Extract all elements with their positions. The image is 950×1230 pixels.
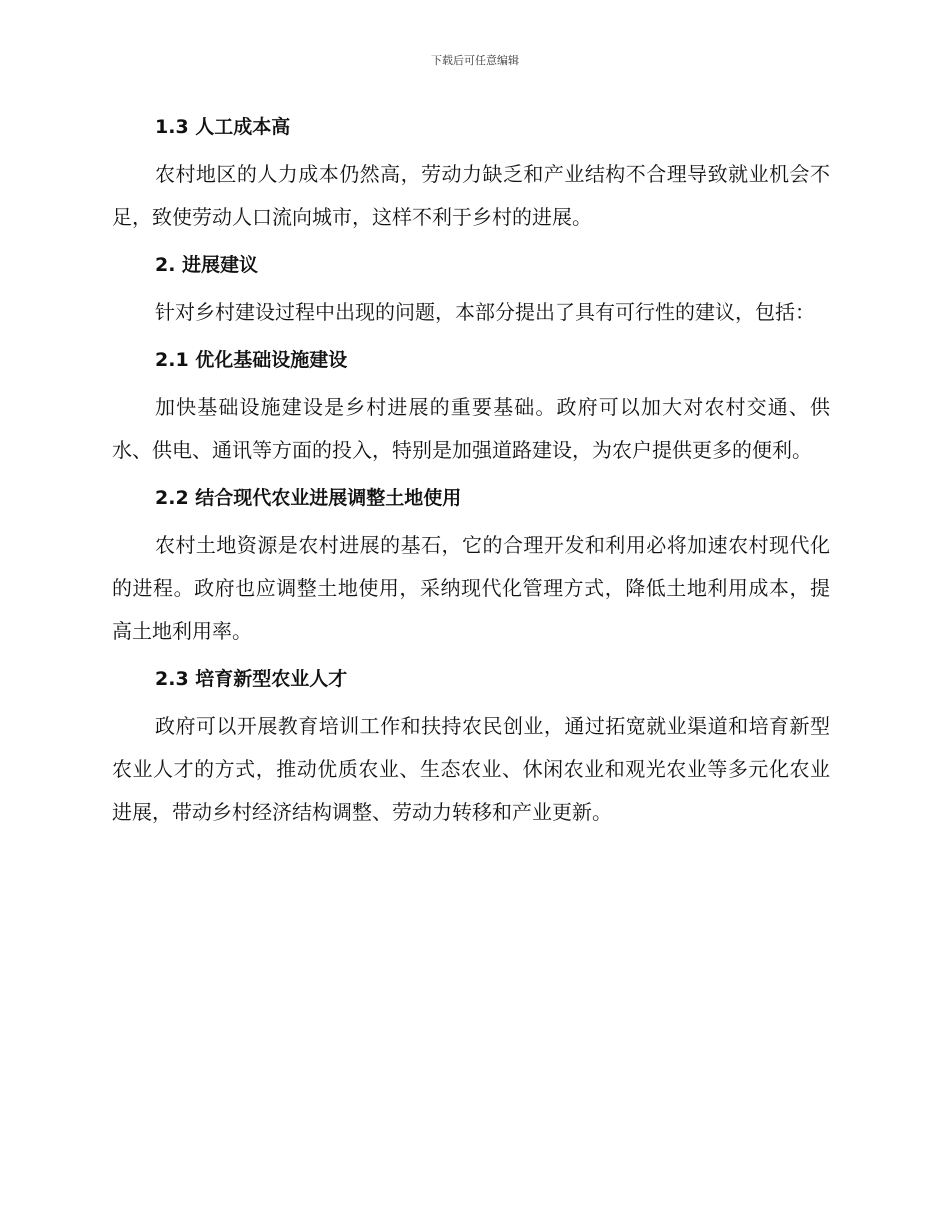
section-paragraph-2-2: 农村土地资源是农村进展的基石，它的合理开发和利用必将加速农村现代化的进程。政府也应调整土地使用，采纳现代化管理方式，降低土地利用成本，提高土地利用率。 <box>112 533 830 643</box>
section-heading-2-3: 2.3 培育新型农业人才 <box>155 668 348 690</box>
section-heading-2-1: 2.1 优化基础设施建设 <box>155 349 348 371</box>
section-paragraph-1-3: 农村地区的人力成本仍然高，劳动力缺乏和产业结构不合理导致就业机会不足，致使劳动人口流向城市，这样不利于乡村的进展。 <box>112 162 830 229</box>
section-heading-2: 2. 进展建议 <box>155 254 259 276</box>
page-header: 下载后可任意编辑 <box>431 54 519 67</box>
section-paragraph-2-1: 加快基础设施建设是乡村进展的重要基础。政府可以加大对农村交通、供水、供电、通讯等方面的投入，特别是加强道路建设，为农户提供更多的便利。 <box>112 395 830 462</box>
section-heading-2-2: 2.2 结合现代农业进展调整土地使用 <box>155 487 462 509</box>
document-body <box>112 113 830 834</box>
section-heading-1-3: 1.3 人工成本高 <box>155 116 291 138</box>
section-paragraph-2-3: 政府可以开展教育培训工作和扶持农民创业，通过拓宽就业渠道和培育新型农业人才的方式，推动优质农业、生态农业、休闲农业和观光农业等多元化农业进展，带动乡村经济结构调整、劳动力转移和产业更新。 <box>112 714 830 824</box>
section-paragraph-2: 针对乡村建设过程中出现的问题，本部分提出了具有可行性的建议，包括： <box>155 300 815 324</box>
